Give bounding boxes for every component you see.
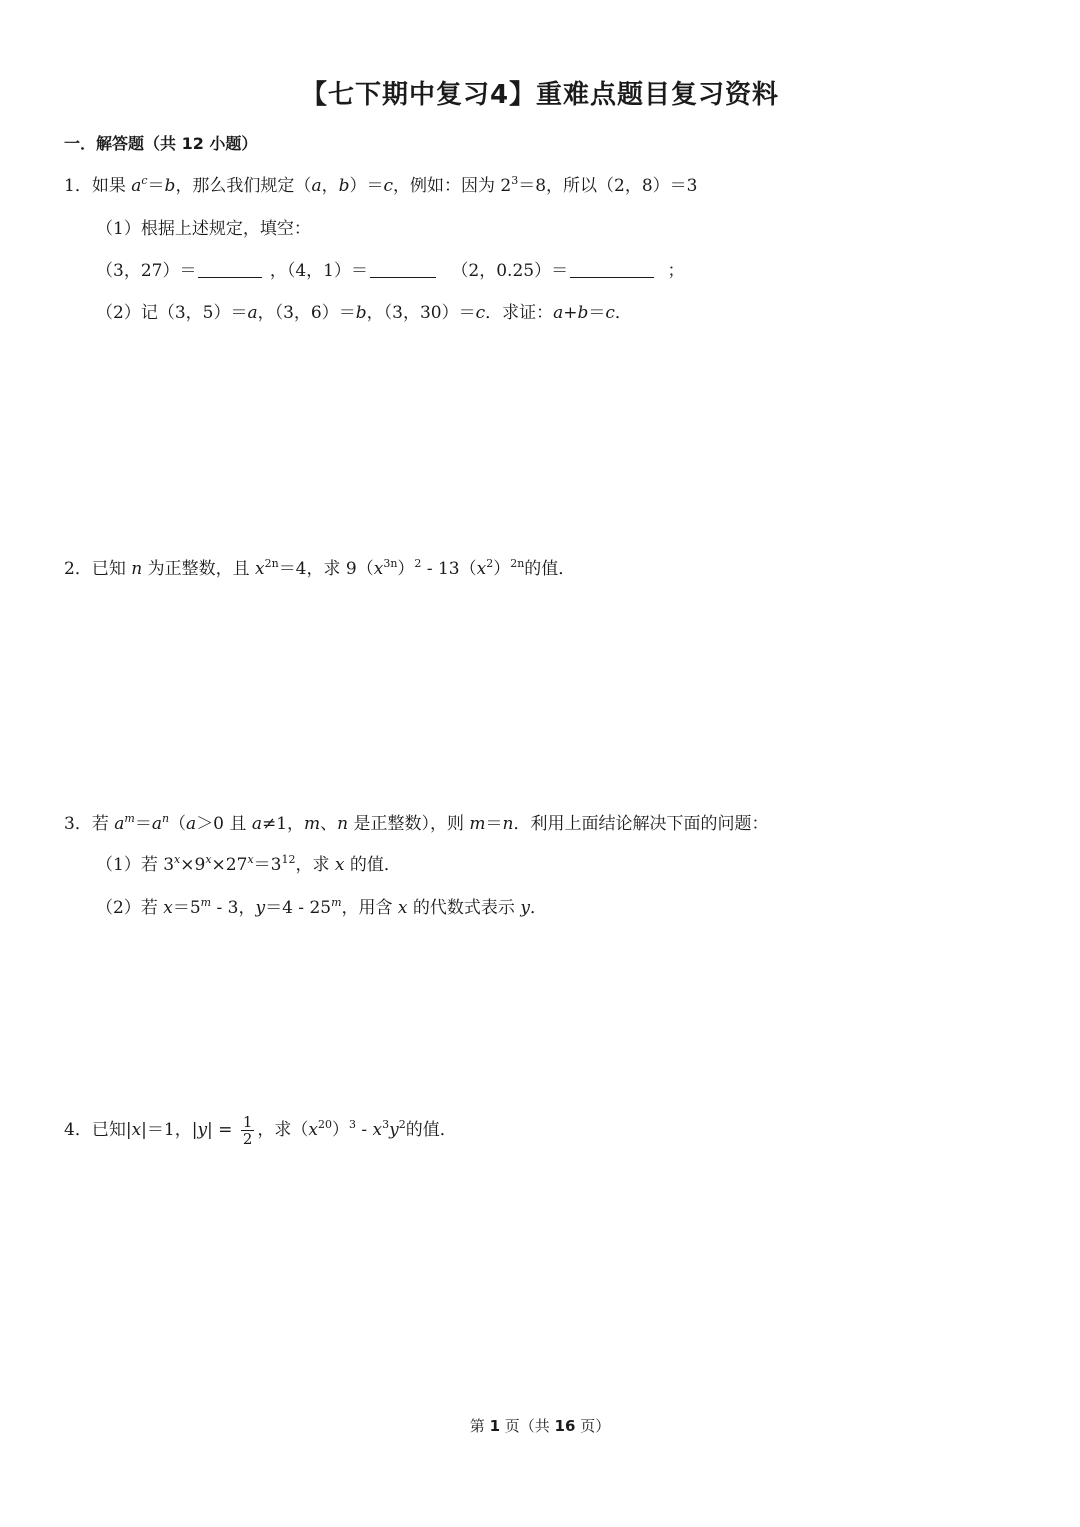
total-pages: 16 [554,1417,576,1435]
question-3-part-1: （1）若 $3^x\times 9^x\times 27^x=3^{12}$，求 x 的值． [96,853,401,875]
question-4: 4．已知|x|＝1，|y| = $\frac{1}{2}$ ，求$(x^{20})^3 - x^3y^2$的值． [64,1113,457,1148]
page-number: 1 [489,1417,500,1435]
section-heading: 一．解答题（共 12 小题） [64,134,258,153]
answer-blank-2[interactable] [370,261,436,278]
page-title: 【七下期中复习4】重难点题目复习资料 [300,80,780,110]
question-1-intro: 1．如果 $a^c=b$，那么我们规定（a，b）＝c，例如：因为 $2^3=8$，所以（2，8）＝3 [64,174,698,196]
answer-blank-3[interactable] [570,261,654,278]
question-3-intro: 3．若 $a^m=a^n(a>0$ 且 a≠1，m、n 是正整数），则 m＝n．利用上面结论解决下面的问题： [64,812,769,834]
question-2: 2．已知 n 为正整数，且 $x^{2n}=4$，求 $9(x^{3n})^2 - 13(x^2)^{2n}$的值． [64,557,576,579]
question-1-part-1: （1）根据上述规定，填空： [96,219,311,239]
page-footer: 第 1 页（共 16 页） [469,1417,611,1435]
question-1-part-2: （2）记（3，5）＝a，（3，6）＝b，（3，30）＝c．求证：a+b＝c． [96,303,632,323]
answer-blank-1[interactable] [198,261,262,278]
fraction-one-half: $\frac{1}{2}$ [242,1113,253,1148]
question-3-part-2: （2）若 $x=5^m - 3$，y＝4 - 25$^m$，用含 x 的代数式表示 y． [96,896,547,918]
question-1-fill-blanks: （3，27）＝ ，（4，1）＝ （2，0.25）＝ ； [96,261,685,281]
